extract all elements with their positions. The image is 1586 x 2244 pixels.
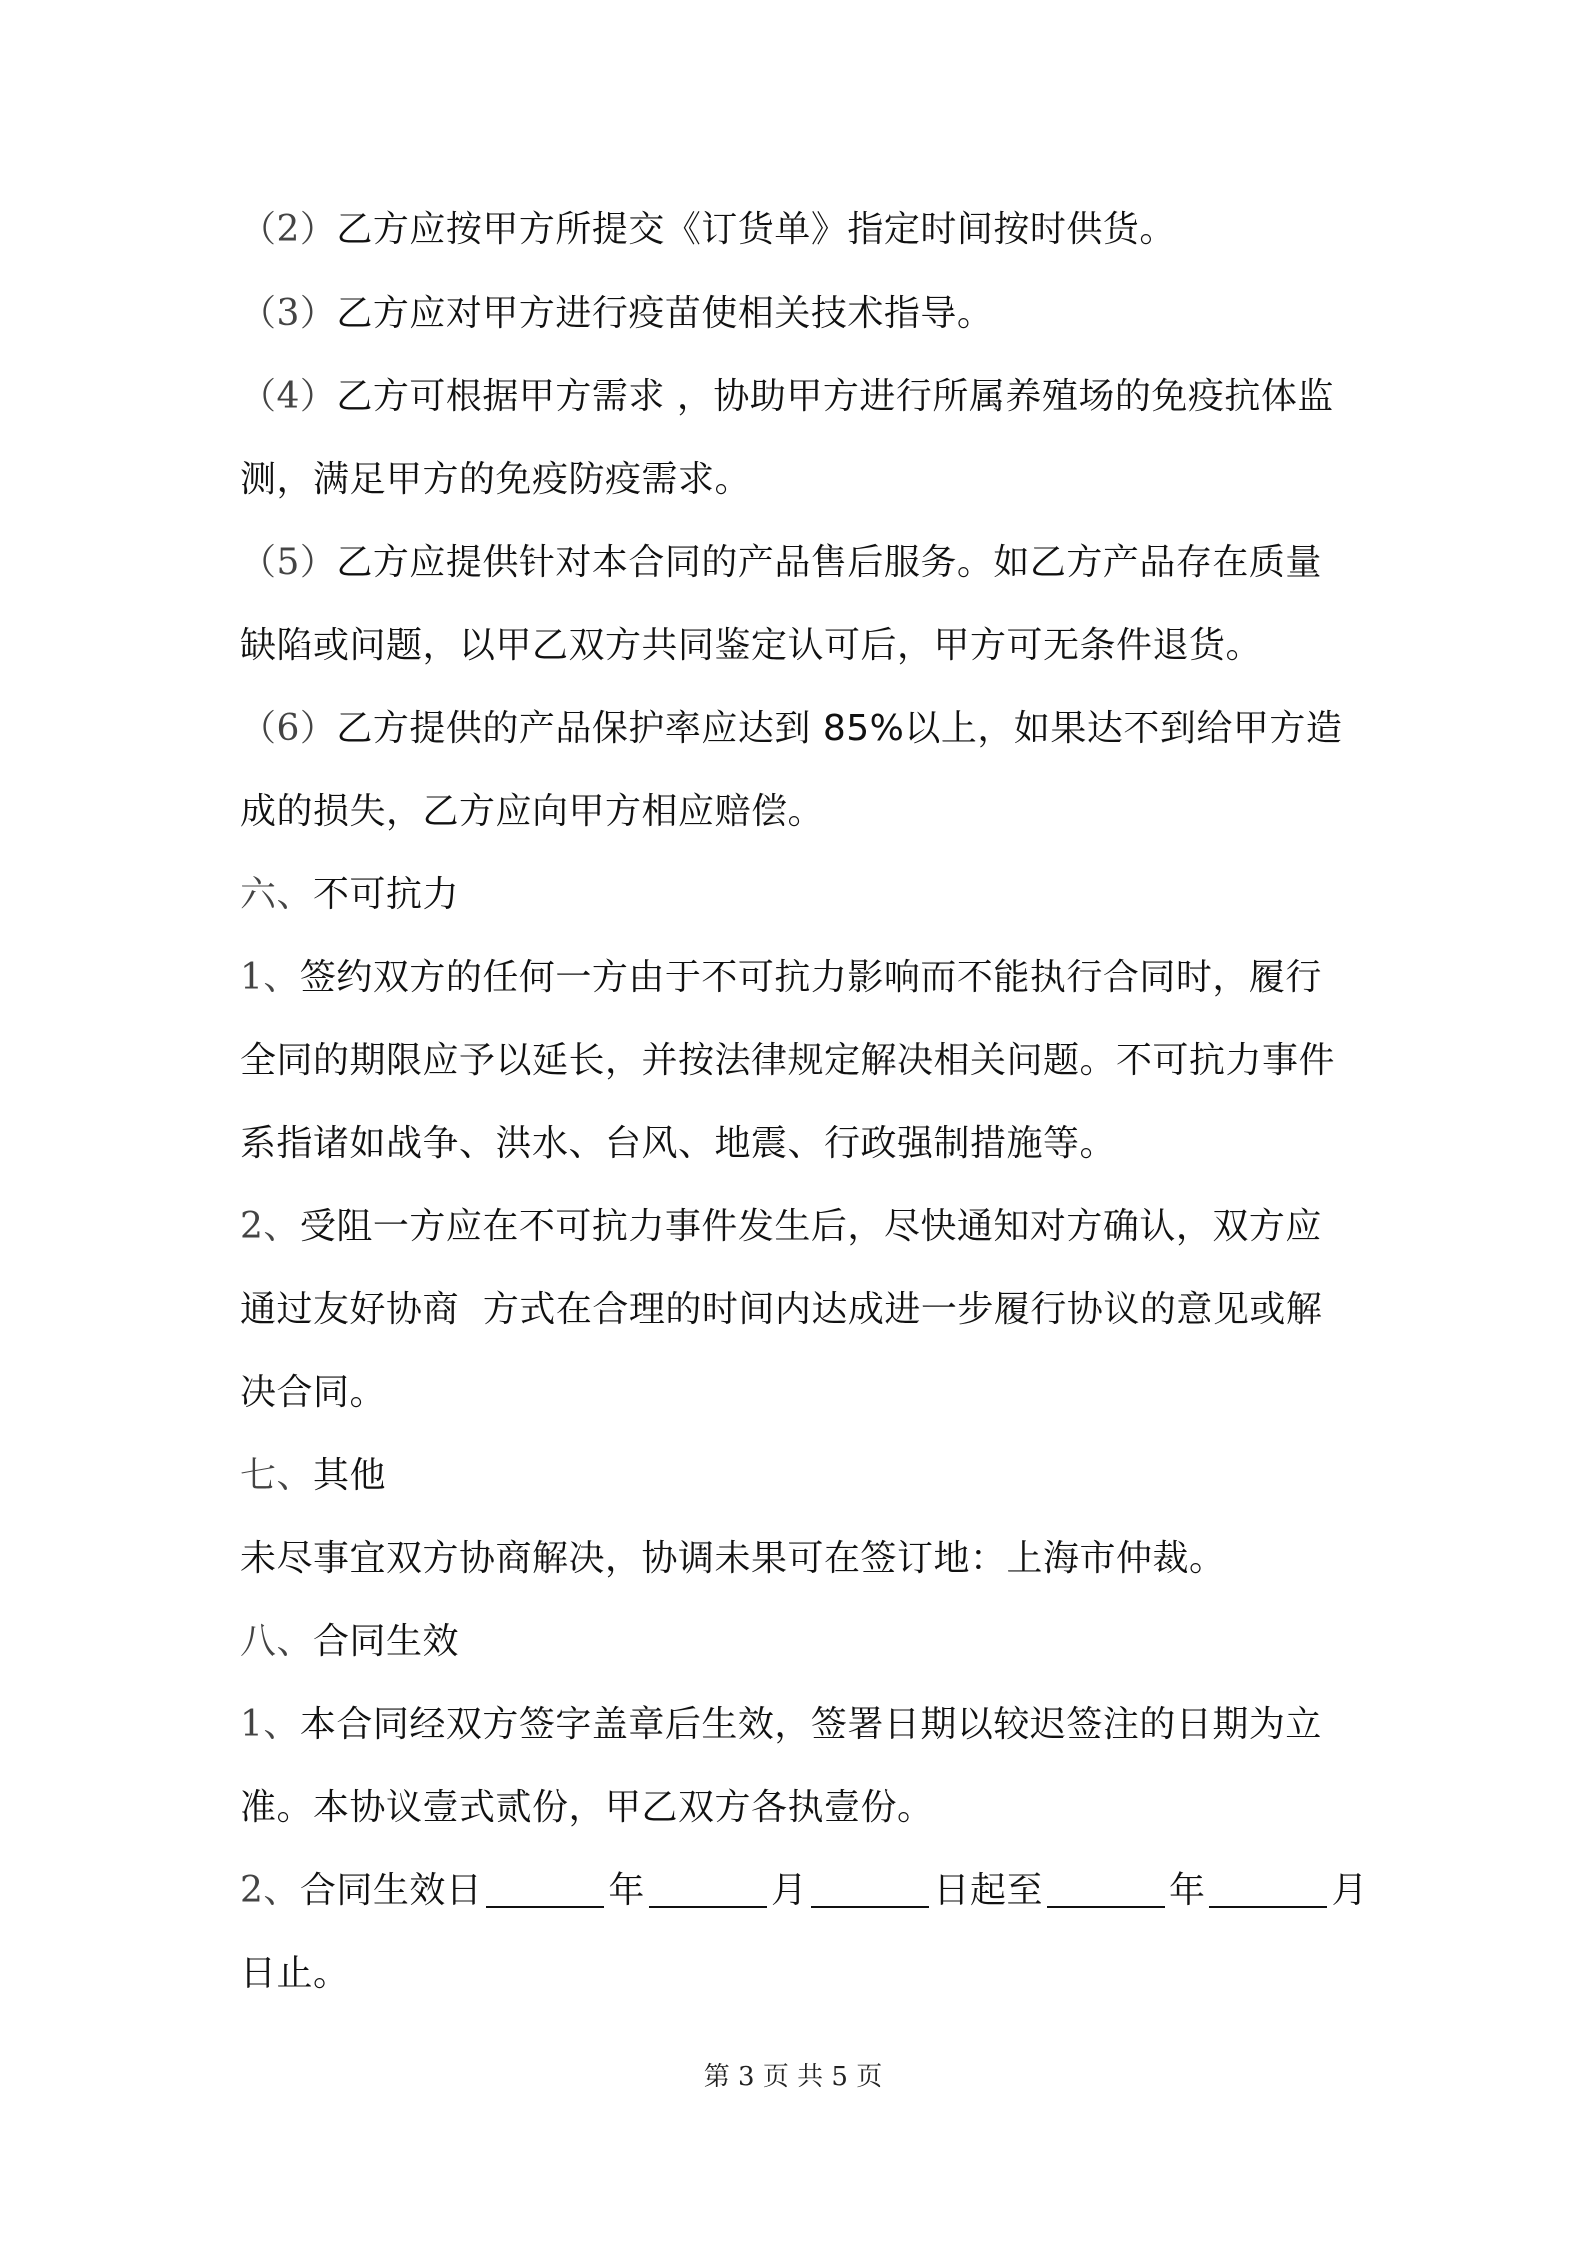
page-footer: 第 3 页 共 5 页 xyxy=(703,2062,883,2092)
clause-line xyxy=(240,1867,1368,1915)
clause-text: 本合同经双方签字盖章后生效，签署日期以较迟签注的日期为立 xyxy=(299,1704,1322,1745)
clause-line xyxy=(240,954,1350,1002)
clause-number: （5） xyxy=(240,542,337,583)
clause-number: 2、 xyxy=(240,1206,300,1247)
clause-text: 乙方提供的产品保护率应达到 85%以上，如果达不到给甲方造 xyxy=(336,708,1343,749)
clause-text: 乙方应提供针对本合同的产品售后服务。如乙方产品存在质量 xyxy=(336,542,1322,583)
clause-line-continued: 通过友好协商 方式在合理的时间内达成进一步履行协议的意见或解 xyxy=(240,1289,1323,1330)
blank-line xyxy=(1047,1870,1165,1908)
section-number: 七、 xyxy=(240,1455,314,1496)
blank-line xyxy=(1209,1870,1327,1908)
clause-text: 签约双方的任何一方由于不可抗力影响而不能执行合同时，履行 xyxy=(299,957,1322,998)
section-heading xyxy=(240,871,1350,919)
clause-text: 受阻一方应在不可抗力事件发生后，尽快通知对方确认，双方应 xyxy=(299,1206,1322,1247)
clause-text: 乙方应对甲方进行疫苗使相关技术指导。 xyxy=(336,293,994,334)
clause-text: 合同生效日 xyxy=(299,1870,483,1911)
clause-number: （3） xyxy=(240,293,337,334)
clause-line-continued: 决合同。 xyxy=(240,1372,387,1413)
clause-line xyxy=(240,705,1350,753)
clause-line xyxy=(240,206,1350,254)
clause-line-continued: 成的损失，乙方应向甲方相应赔偿。 xyxy=(240,791,825,832)
clause-number: 1、 xyxy=(240,957,300,998)
clause-line-continued: 日止。 xyxy=(240,1953,350,1994)
clause-number: 2、 xyxy=(240,1870,300,1911)
clause-number: （4） xyxy=(240,376,337,417)
clause-number: （6） xyxy=(240,708,337,749)
clause-line xyxy=(240,539,1350,587)
clause-line-continued: 全同的期限应予以延长，并按法律规定解决相关问题。不可抗力事件 xyxy=(240,1040,1336,1081)
blank-line xyxy=(649,1870,767,1908)
section-title: 其他 xyxy=(313,1455,387,1496)
date-unit: 月 xyxy=(770,1870,808,1911)
clause-line-continued: 准。本协议壹式贰份，甲乙双方各执壹份。 xyxy=(240,1787,934,1828)
clause-line xyxy=(240,373,1350,421)
date-unit: 月 xyxy=(1331,1870,1368,1911)
blank-line xyxy=(486,1870,604,1908)
section-number: 六、 xyxy=(240,874,314,915)
clause-line xyxy=(240,1701,1350,1749)
section-heading xyxy=(240,1618,1350,1666)
date-unit: 日起至 xyxy=(933,1870,1043,1911)
clause-line-continued: 系指诸如战争、洪水、台风、地震、行政强制措施等。 xyxy=(240,1123,1117,1164)
section-number: 八、 xyxy=(240,1621,314,1662)
section-heading xyxy=(240,1452,1350,1500)
clause-line-continued: 缺陷或问题，以甲乙双方共同鉴定认可后，甲方可无条件退货。 xyxy=(240,625,1263,666)
date-unit: 年 xyxy=(1168,1870,1206,1911)
section-title: 不可抗力 xyxy=(313,874,460,915)
clause-line xyxy=(240,290,1350,338)
blank-line xyxy=(811,1870,929,1908)
section-title: 合同生效 xyxy=(313,1621,460,1662)
clause-line-continued: 测，满足甲方的免疫防疫需求。 xyxy=(240,459,752,500)
clause-text: 乙方应按甲方所提交《订货单》指定时间按时供货。 xyxy=(336,209,1176,250)
clause-number: 1、 xyxy=(240,1704,300,1745)
date-unit: 年 xyxy=(608,1870,645,1911)
clause-text: 乙方可根据甲方需求 ，协助甲方进行所属养殖场的免疫抗体监 xyxy=(336,376,1334,417)
clause-number: （2） xyxy=(240,209,337,250)
clause-text: 未尽事宜双方协商解决，协调未果可在签订地：上海市仲裁。 xyxy=(240,1538,1226,1579)
clause-line xyxy=(240,1203,1350,1251)
